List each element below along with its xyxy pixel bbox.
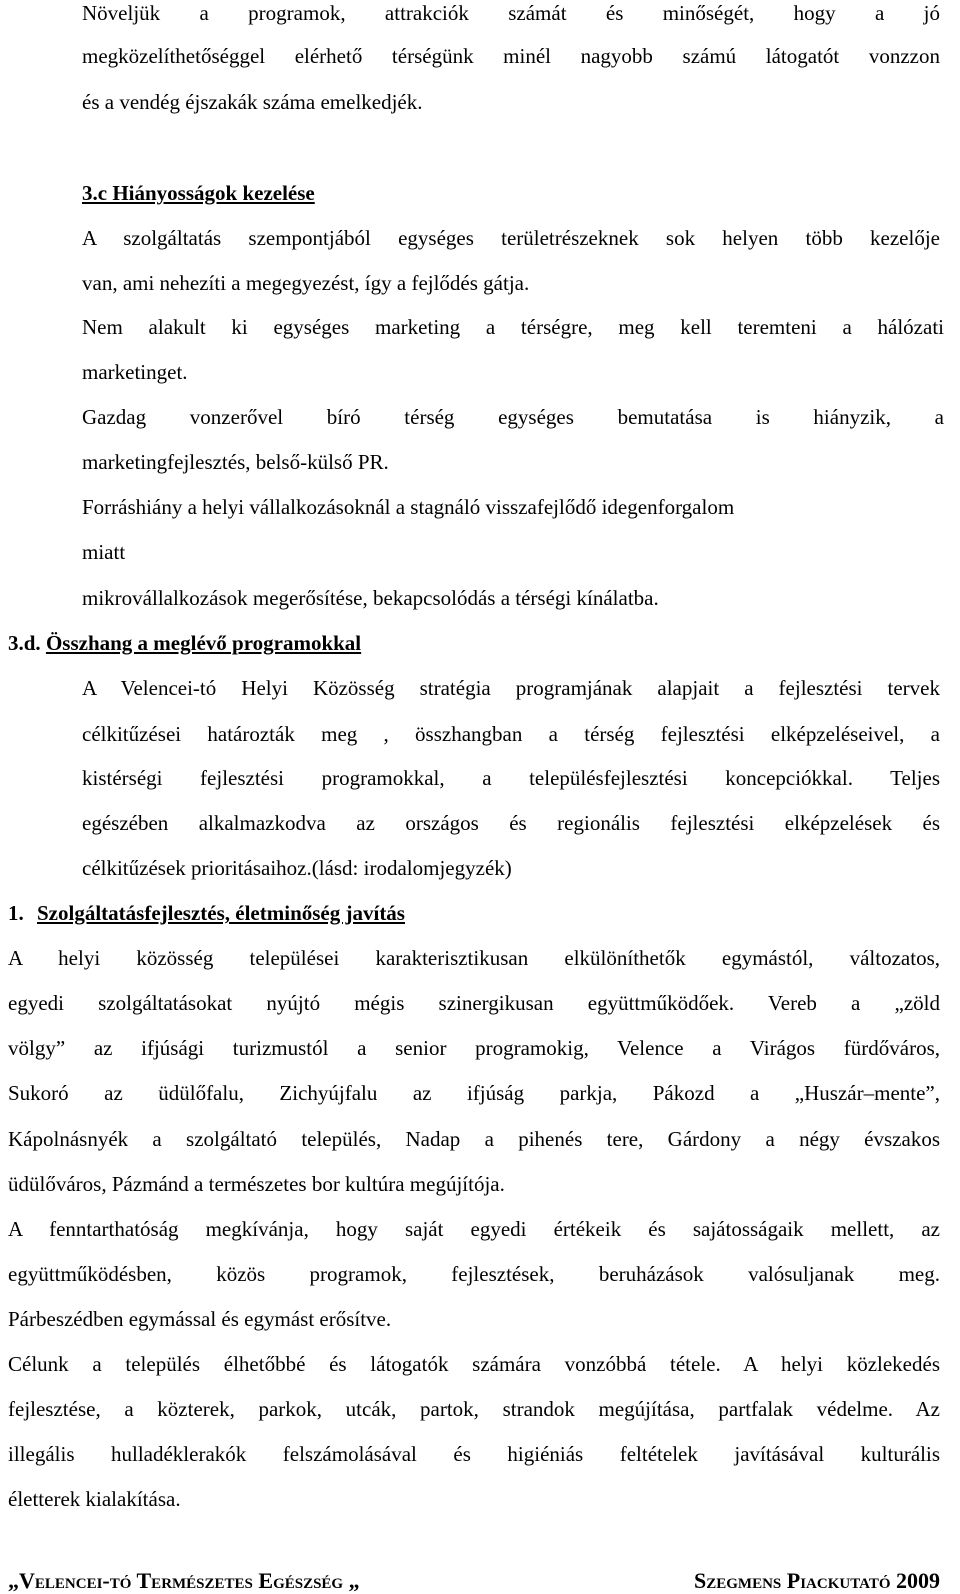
section-3d-line-3: kistérségi fejlesztési programokkal, a településfejlesztési koncepciókkal. Teljes — [82, 766, 940, 790]
section-3c-line-5: Gazdag vonzerővel bíró térség egységes bemutatása is hiányzik, a — [82, 405, 944, 429]
intro-line-2: megközelíthetőséggel elérhető térségünk minél nagyobb számú látogatót vonzzon — [82, 44, 940, 68]
section-3d-line-2: célkitűzései határozták meg , összhangban a térség fejlesztési elképzeléseivel, a — [82, 722, 940, 746]
intro-line-3: és a vendég éjszakák száma emelkedjék. — [82, 90, 423, 114]
section-1-p3-line-2: fejlesztése, a közterek, parkok, utcák, partok, strandok megújítása, partfalak védelme. Az — [8, 1397, 940, 1421]
section-3d-line-5: célkitűzések prioritásaihoz.(lásd: irodalomjegyzék) — [82, 856, 512, 880]
section-1-p2-line-1: A fenntarthatóság megkívánja, hogy saját egyedi értékeik és sajátosságaik mellett, az — [8, 1217, 940, 1241]
section-1-p1-line-2: egyedi szolgáltatásokat nyújtó mégis szinergikusan együttműködőek. Vereb a „zöld — [8, 991, 940, 1015]
section-3c-line-6: marketingfejlesztés, belső-külső PR. — [82, 450, 389, 474]
section-3d-heading — [8, 630, 361, 656]
section-1-p1-line-1: A helyi közösség települései karakterisztikusan elkülöníthetők egymástól, változatos, — [8, 946, 940, 970]
section-3c-line-1: A szolgáltatás szempontjából egységes területrészeknek sok helyen több kezelője — [82, 226, 940, 250]
section-1-p2-line-2: együttműködésben, közös programok, fejlesztések, beruházások valósuljanak meg. — [8, 1262, 940, 1286]
section-3d-number: 3.d. — [8, 631, 41, 655]
section-1-p3-line-3: illegális hulladéklerakók felszámolásával és higiéniás feltételek javításával kulturális — [8, 1442, 940, 1466]
section-1-p3-line-4: életterek kialakítása. — [8, 1487, 181, 1511]
section-1-p1-line-6: üdülőváros, Pázmánd a természetes bor kultúra megújítója. — [8, 1172, 505, 1196]
section-3c-heading: 3.c Hiányosságok kezelése — [82, 181, 315, 205]
section-3c-line-7: Forráshiány a helyi vállalkozásoknál a stagnáló visszafejlődő idegenforgalom — [82, 495, 735, 519]
section-3c-line-2: van, ami nehezíti a megegyezést, így a fejlődés gátja. — [82, 271, 530, 295]
intro-line-1: Növeljük a programok, attrakciók számát és minőségét, hogy a jó — [82, 1, 940, 25]
footer-right-text: Szegmens Piackutató 2009 — [694, 1568, 940, 1593]
section-3d-line-4: egészében alkalmazkodva az országos és regionális fejlesztési elképzelések és — [82, 811, 940, 835]
section-3d-title: Összhang a meglévő programokkal — [45, 631, 362, 655]
section-1-p2-line-3: Párbeszédben egymással és egymást erősítve. — [8, 1307, 392, 1331]
section-1-heading — [8, 900, 405, 926]
footer-left-text: „Velencei-tó Természetes Egészség „ — [8, 1568, 360, 1593]
section-3c-line-4: marketinget. — [82, 360, 188, 384]
section-3d-line-1: A Velencei-tó Helyi Közösség stratégia programjának alapjait a fejlesztési tervek — [82, 676, 940, 700]
section-3c-line-8: miatt — [82, 540, 126, 564]
section-1-number: 1. — [8, 901, 24, 925]
section-1-p1-line-4: Sukoró az üdülőfalu, Zichyújfalu az ifjúság parkja, Pákozd a „Huszár–mente”, — [8, 1081, 940, 1105]
section-3c-line-3: Nem alakult ki egységes marketing a térségre, meg kell teremteni a hálózati — [82, 315, 944, 339]
section-3c-line-9: mikrovállalkozások megerősítése, bekapcsolódás a térségi kínálatba. — [82, 586, 659, 610]
section-1-p3-line-1: Célunk a település élhetőbbé és látogatók számára vonzóbbá tétele. A helyi közlekedés — [8, 1352, 940, 1376]
section-1-p1-line-5: Kápolnásnyék a szolgáltató település, Nadap a pihenés tere, Gárdony a négy évszakos — [8, 1127, 940, 1151]
section-1-p1-line-3: völgy” az ifjúsági turizmustól a senior programokig, Velence a Virágos fürdőváros, — [8, 1036, 940, 1060]
section-1-title: Szolgáltatásfejlesztés, életminőség javítás — [37, 901, 405, 925]
